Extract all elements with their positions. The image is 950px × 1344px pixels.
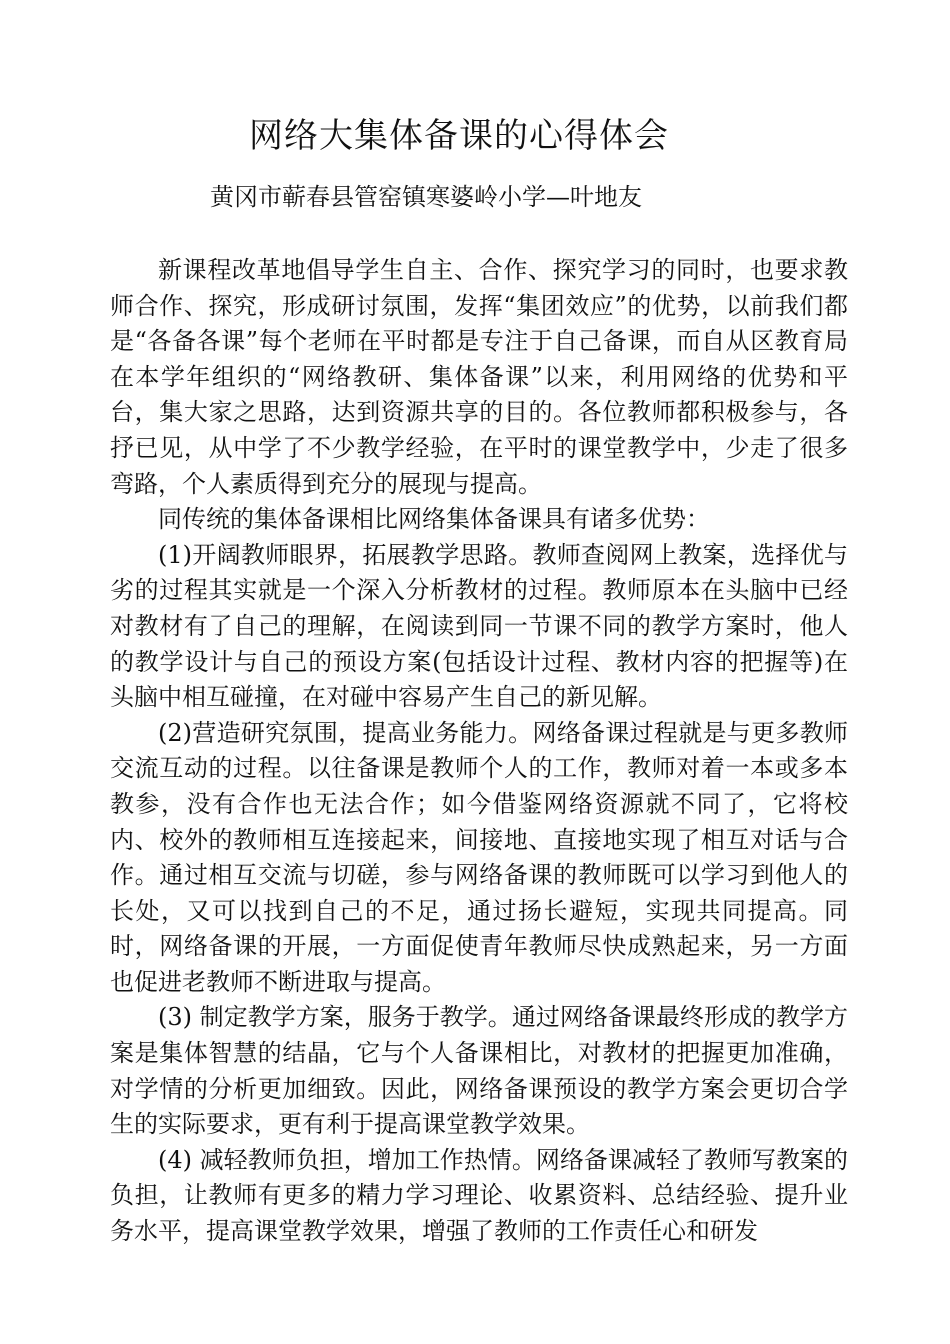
document-body: [110, 253, 848, 1250]
paragraph-point-1: (1)开阔教师眼界，拓展教学思路。教师查阅网上教案，选择优与劣的过程其实就是一个深入分析教材的过程。教师原本在头脑中已经对教材有了自己的理解，在阅读到同一节课不同的教学方案时，他人的教学设计与自己的预设方案(包括设计过程、教材内容的把握等)在头脑中相互碰撞，在对碰中容易产生自己的新见解。: [110, 540, 848, 712]
paragraph-advantages-lead: 同传统的集体备课相比网络集体备课具有诸多优势：: [158, 505, 710, 534]
paragraph-point-4: (4) 减轻教师负担，增加工作热情。网络备课减轻了教师写教案的负担，让教师有更多的精力学习理论、收累资料、总结经验、提升业务水平，提高课堂教学效果，增强了教师的工作责任心和研发: [110, 1145, 848, 1246]
paragraph-point-3: (3) 制定教学方案，服务于教学。通过网络备课最终形成的教学方案是集体智慧的结晶，它与个人备课相比，对教材的把握更加准确，对学情的分析更加细致。因此，网络备课预设的教学方案会更切合学生的实际要求，更有利于提高课堂教学效果。: [110, 1003, 848, 1139]
document-title: 网络大集体备课的心得体会: [249, 116, 669, 156]
paragraph-intro: 新课程改革地倡导学生自主、合作、探究学习的同时，也要求教师合作、探究，形成研讨氛围，发挥“集团效应”的优势，以前我们都是“各备各课”每个老师在平时都是专注于自己备课，而自从区教育局在本学年组织的“网络教研、集体备课”以来，利用网络的优势和平台，集大家之思路，达到资源共享的目的。各位教师都积极参与，各抒已见，从中学了不少教学经验，在平时的课堂教学中，少走了很多弯路，个人素质得到充分的展现与提高。: [110, 256, 848, 498]
paragraph-point-2: (2)营造研究氛围，提高业务能力。网络备课过程就是与更多教师交流互动的过程。以往备课是教师个人的工作，教师对着一本或多本教参，没有合作也无法合作；如今借鉴网络资源就不同了，它将校内、校外的教师相互连接起来，间接地、直接地实现了相互对话与合作。通过相互交流与切磋，参与网络备课的教师既可以学习到他人的长处，又可以找到自己的不足，通过扬长避短，实现共同提高。同时，网络备课的开展，一方面促使青年教师尽快成熟起来，另一方面也促进老教师不断进取与提高。: [110, 718, 848, 996]
author-line: 黄冈市蕲春县管窑镇寒婆岭小学—叶地友: [210, 183, 642, 211]
